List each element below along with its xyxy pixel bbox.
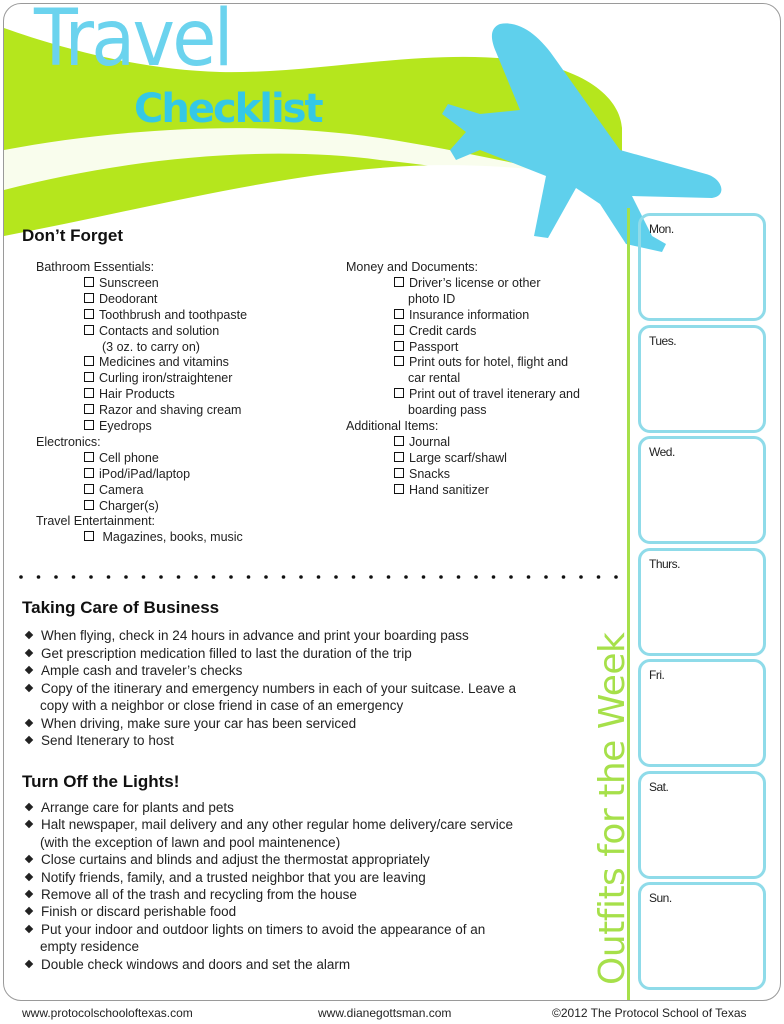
divider-dot xyxy=(562,575,566,579)
divider-dot xyxy=(404,575,408,579)
divider-dot xyxy=(229,575,233,579)
diamond-bullet-icon xyxy=(25,666,33,674)
checklist-item-label: Journal xyxy=(409,434,450,449)
divider-dot xyxy=(19,575,23,579)
divider-dot xyxy=(614,575,618,579)
divider-dot xyxy=(264,575,268,579)
checklist-item-label: Credit cards xyxy=(409,323,477,338)
left-checklist-item[interactable] xyxy=(84,483,143,497)
checkbox-icon[interactable] xyxy=(84,388,94,398)
outfit-day-label: Sun. xyxy=(649,891,672,905)
divider-dot xyxy=(579,575,583,579)
outfits-title: Outfits for the Week xyxy=(592,632,633,985)
checklist-item-label: Driver’s license or other xyxy=(409,275,541,290)
outfit-day-box[interactable] xyxy=(638,659,766,767)
lights-bullet-item: Remove all of the trash and recycling from the house xyxy=(24,887,357,902)
checkbox-icon[interactable] xyxy=(84,500,94,510)
left-checklist-item[interactable] xyxy=(84,324,219,338)
checklist-item-label: iPod/iPad/laptop xyxy=(99,466,191,481)
diamond-bullet-icon xyxy=(25,925,33,933)
outfit-day-box[interactable] xyxy=(638,548,766,656)
business-heading: Taking Care of Business xyxy=(22,598,220,617)
checklist-item-label: Cell phone xyxy=(99,450,159,465)
checklist-item-label: Camera xyxy=(99,482,144,497)
left-category-label: Travel Entertainment: xyxy=(36,514,156,529)
checklist-item-label: Print out of travel itenerary and xyxy=(409,387,580,402)
checkbox-icon[interactable] xyxy=(84,420,94,430)
checkbox-icon[interactable] xyxy=(394,341,404,351)
left-checklist-item[interactable] xyxy=(84,451,159,465)
checkbox-icon[interactable] xyxy=(394,452,404,462)
divider-dot xyxy=(107,575,111,579)
divider-dot xyxy=(72,575,76,579)
right-category-label: Money and Documents: xyxy=(346,260,479,274)
divider-dot xyxy=(37,575,41,579)
business-bullet-item: When flying, check in 24 hours in advance and print your boarding pass xyxy=(24,628,469,643)
checklist-item-label: Magazines, books, music xyxy=(99,530,243,545)
divider-dot xyxy=(177,575,181,579)
divider-dot xyxy=(247,575,251,579)
checkbox-icon[interactable] xyxy=(394,325,404,335)
checklist-item-label: Razor and shaving cream xyxy=(99,403,242,418)
diamond-bullet-icon xyxy=(25,648,33,656)
checklist-item-label: Deodorant xyxy=(99,291,158,306)
lights-bullet-item: Double check windows and doors and set the alarm xyxy=(24,957,350,972)
dont-forget-heading: Don’t Forget xyxy=(22,226,124,245)
divider-dot xyxy=(334,575,338,579)
left-category-label: Bathroom Essentials: xyxy=(36,260,155,274)
outfit-day-label: Thurs. xyxy=(649,556,681,571)
lights-bullet-continuation: (with the exception of lawn and pool maintenence) xyxy=(40,834,341,850)
left-checklist-item[interactable] xyxy=(84,371,232,385)
right-item-continuation: boarding pass xyxy=(408,403,487,418)
checkbox-icon[interactable] xyxy=(84,325,94,335)
checkbox-icon[interactable] xyxy=(84,309,94,319)
footer-copyright: ©2012 The Protocol School of Texas xyxy=(552,1006,747,1020)
checklist-item-label: Print outs for hotel, flight and xyxy=(409,355,569,370)
lights-bullet-item: Halt newspaper, mail delivery and any other regular home delivery/care service xyxy=(24,817,513,832)
left-checklist-item[interactable] xyxy=(84,387,175,401)
checkbox-icon[interactable] xyxy=(394,388,404,398)
left-checklist-item[interactable] xyxy=(84,499,159,513)
outfit-day-label: Fri. xyxy=(649,668,665,682)
checkbox-icon[interactable] xyxy=(84,468,94,478)
checklist-item-label: Sunscreen xyxy=(99,275,159,290)
divider-dot xyxy=(544,575,548,579)
checkbox-icon[interactable] xyxy=(84,372,94,382)
business-bullet-item: Copy of the itinerary and emergency numbers in each of your suitcase. Leave a xyxy=(24,681,516,696)
checklist-item-label: Insurance information xyxy=(409,307,530,322)
lights-bullet-item: Put your indoor and outdoor lights on timers to avoid the appearance of an xyxy=(24,922,485,937)
checkbox-icon[interactable] xyxy=(84,452,94,462)
right-checklist-item[interactable] xyxy=(394,451,507,465)
outfit-day-box[interactable] xyxy=(638,882,766,990)
divider-dot xyxy=(457,575,461,579)
checklist-item-label: Contacts and solution xyxy=(99,323,220,338)
right-item-continuation: photo ID xyxy=(408,291,456,306)
divider-dot xyxy=(89,575,93,579)
checklist-item-label: Medicines and vitamins xyxy=(99,355,229,370)
outfit-day-label: Mon. xyxy=(649,222,674,236)
right-checklist-item[interactable] xyxy=(394,355,568,369)
outfit-day-label: Sat. xyxy=(649,779,669,794)
dotted-divider xyxy=(18,572,618,582)
right-checklist-item[interactable] xyxy=(394,324,476,338)
checkbox-icon[interactable] xyxy=(394,436,404,446)
business-bullet-item: Get prescription medication filled to last the duration of the trip xyxy=(24,646,412,661)
lights-bullet-continuation: empty residence xyxy=(40,939,140,955)
divider-dot xyxy=(492,575,496,579)
divider-dot xyxy=(159,575,163,579)
checkbox-icon[interactable] xyxy=(84,531,94,541)
right-checklist-item[interactable] xyxy=(394,276,541,290)
outfit-day-box[interactable] xyxy=(638,325,766,433)
divider-dot xyxy=(439,575,443,579)
right-checklist-item[interactable] xyxy=(394,340,458,354)
outfit-day-label: Tues. xyxy=(649,333,677,348)
divider-dot xyxy=(124,575,128,579)
divider-dot xyxy=(387,575,391,579)
diamond-bullet-icon xyxy=(25,959,33,967)
left-checklist-item[interactable] xyxy=(84,419,152,433)
left-checklist-item[interactable] xyxy=(84,355,229,369)
checkbox-icon[interactable] xyxy=(394,356,404,366)
checklist-item-label: Snacks xyxy=(409,466,450,481)
checkbox-icon[interactable] xyxy=(84,356,94,366)
lights-bullet-item: Close curtains and blinds and adjust the thermostat appropriately xyxy=(24,852,430,867)
divider-dot xyxy=(527,575,531,579)
right-item-continuation: car rental xyxy=(408,371,461,386)
divider-dot xyxy=(54,575,58,579)
outfit-day-box[interactable] xyxy=(638,213,766,321)
divider-dot xyxy=(422,575,426,579)
left-checklist-item[interactable] xyxy=(84,467,190,481)
checkbox-icon[interactable] xyxy=(84,404,94,414)
diamond-bullet-icon xyxy=(25,683,33,691)
checkbox-icon[interactable] xyxy=(84,484,94,494)
outfit-day-box[interactable] xyxy=(638,436,766,544)
diamond-bullet-icon xyxy=(25,820,33,828)
title-checklist: Checklist xyxy=(134,86,322,132)
left-checklist-item[interactable] xyxy=(84,276,159,290)
checklist-item-label: Curling iron/straightener xyxy=(99,371,233,386)
left-checklist-item[interactable] xyxy=(84,530,243,544)
diamond-bullet-icon xyxy=(25,631,33,639)
diamond-bullet-icon xyxy=(25,718,33,726)
checkbox-icon[interactable] xyxy=(394,468,404,478)
footer-center-url[interactable]: www.dianegottsman.com xyxy=(318,1006,452,1020)
checklist-item-label: Large scarf/shawl xyxy=(409,450,507,465)
right-checklist-item[interactable] xyxy=(394,483,489,497)
lights-heading: Turn Off the Lights! xyxy=(22,772,180,791)
left-item-continuation: (3 oz. to carry on) xyxy=(102,339,200,354)
business-bullet-continuation: copy with a neighbor or close friend in case of an emergency xyxy=(40,698,404,713)
diamond-bullet-icon xyxy=(25,736,33,744)
checklist-item-label: Hand sanitizer xyxy=(409,482,489,497)
divider-dot xyxy=(142,575,146,579)
checklist-item-label: Charger(s) xyxy=(99,498,159,513)
title-travel: Travel xyxy=(34,0,231,84)
divider-dot xyxy=(474,575,478,579)
left-category-label: Electronics: xyxy=(36,434,101,449)
divider-dot xyxy=(597,575,601,579)
business-bullet-item: Ample cash and traveler’s checks xyxy=(24,663,242,678)
right-checklist-item[interactable] xyxy=(394,308,529,322)
diamond-bullet-icon xyxy=(25,890,33,898)
divider-dot xyxy=(509,575,513,579)
left-checklist-item[interactable] xyxy=(84,292,157,306)
checkbox-icon[interactable] xyxy=(394,277,404,287)
diamond-bullet-icon xyxy=(25,855,33,863)
right-category-label: Additional Items: xyxy=(346,419,439,433)
right-checklist-item[interactable] xyxy=(394,467,450,481)
divider-dot xyxy=(299,575,303,579)
checkbox-icon[interactable] xyxy=(394,309,404,319)
outfit-day-label: Wed. xyxy=(649,445,675,459)
lights-bullet-item: Arrange care for plants and pets xyxy=(24,800,234,815)
right-checklist-item[interactable] xyxy=(394,387,580,401)
outfit-day-box[interactable] xyxy=(638,771,766,879)
checklist-item-label: Toothbrush and toothpaste xyxy=(99,307,248,322)
diamond-bullet-icon xyxy=(25,907,33,915)
left-checklist-item[interactable] xyxy=(84,403,241,417)
divider-dot xyxy=(212,575,216,579)
divider-dot xyxy=(352,575,356,579)
lights-bullet-item: Finish or discard perishable food xyxy=(24,904,236,919)
checkbox-icon[interactable] xyxy=(394,484,404,494)
divider-dot xyxy=(194,575,198,579)
diamond-bullet-icon xyxy=(25,803,33,811)
diamond-bullet-icon xyxy=(25,872,33,880)
checklist-item-label: Passport xyxy=(409,339,459,354)
divider-dot xyxy=(282,575,286,579)
left-checklist-item[interactable] xyxy=(84,308,247,322)
right-checklist-item[interactable] xyxy=(394,435,450,449)
divider-dot xyxy=(317,575,321,579)
footer-left-url[interactable]: www.protocolschooloftexas.com xyxy=(22,1006,193,1020)
business-bullet-item: When driving, make sure your car has been serviced xyxy=(24,716,356,731)
lights-bullet-item: Notify friends, family, and a trusted neighbor that you are leaving xyxy=(24,870,426,885)
checklist-item-label: Hair Products xyxy=(99,387,175,402)
divider-dot xyxy=(369,575,373,579)
business-bullet-item: Send Itenerary to host xyxy=(24,733,174,748)
checkbox-icon[interactable] xyxy=(84,277,94,287)
checklist-item-label: Eyedrops xyxy=(99,419,152,433)
checkbox-icon[interactable] xyxy=(84,293,94,303)
